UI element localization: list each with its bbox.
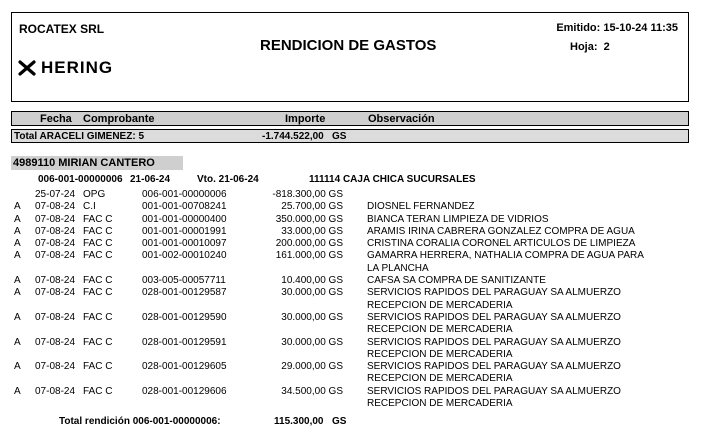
row-importe-currency: GS xyxy=(328,201,343,213)
row-tipo: A xyxy=(14,225,21,237)
row-numero: 028-001-00129591 xyxy=(142,336,227,348)
row-importe-currency: GS xyxy=(328,287,343,299)
row-fecha: 25-07-24 xyxy=(35,189,76,200)
row-tipo: A xyxy=(14,311,21,323)
logo-x-icon xyxy=(18,59,36,77)
row-comprobante: C.I xyxy=(83,201,96,213)
emitted-value: 15-10-24 11:35 xyxy=(603,22,678,34)
row-observacion: LA PLANCHA xyxy=(367,262,429,274)
row-fecha: 07-08-24 xyxy=(35,311,76,323)
row-comprobante: FAC C xyxy=(83,213,113,225)
report-header xyxy=(11,12,689,102)
row-importe-currency: GS xyxy=(328,361,343,373)
rendicion-number: 006-001-00000006 xyxy=(38,174,123,185)
table-row xyxy=(0,386,704,411)
row-importe xyxy=(250,214,343,226)
table-row xyxy=(0,312,704,337)
table-row xyxy=(0,250,704,275)
row-observacion: SERVICIOS RAPIDOS DEL PARAGUAY SA ALMUERZO xyxy=(367,385,621,397)
column-header-bar xyxy=(11,111,689,126)
logo-text: HERING xyxy=(41,58,114,77)
row-importe-amount: 161.000,00 xyxy=(275,250,326,262)
row-comprobante: FAC C xyxy=(83,287,113,299)
row-comprobante: FAC C xyxy=(83,361,113,373)
row-importe xyxy=(250,189,343,201)
row-importe xyxy=(250,361,343,373)
emitted-label: Emitido: xyxy=(556,22,601,34)
table-row xyxy=(0,214,704,226)
row-importe-amount: 33.000,00 xyxy=(281,225,326,237)
row-numero: 028-001-00129587 xyxy=(142,287,227,299)
row-importe-amount: 34.500,00 xyxy=(281,385,326,397)
row-numero: 028-001-00129606 xyxy=(142,385,227,397)
row-observacion: RECEPCION DE MERCADERIA xyxy=(367,299,513,311)
row-numero: 028-001-00129590 xyxy=(142,311,227,323)
row-tipo: A xyxy=(14,250,21,262)
table-row xyxy=(0,287,704,312)
row-fecha: 07-08-24 xyxy=(35,201,76,213)
row-importe-amount: 30.000,00 xyxy=(281,311,326,323)
row-numero: 001-001-00001991 xyxy=(142,225,227,237)
row-importe xyxy=(250,275,343,287)
table-row xyxy=(0,189,704,201)
row-fecha: 07-08-24 xyxy=(35,250,76,262)
row-comprobante: FAC C xyxy=(83,275,113,287)
row-fecha: 07-08-24 xyxy=(35,275,76,287)
row-tipo: A xyxy=(14,238,21,250)
row-numero: 001-001-00000400 xyxy=(142,213,227,225)
row-tipo: A xyxy=(14,275,21,287)
person-heading: 4989110 MIRIAN CANTERO xyxy=(11,156,183,170)
row-fecha: 07-08-24 xyxy=(35,361,76,373)
rendicion-date: 21-06-24 xyxy=(130,174,171,185)
row-comprobante: FAC C xyxy=(83,385,113,397)
company-name: ROCATEX SRL xyxy=(19,22,105,36)
page-value: 2 xyxy=(603,41,610,53)
page-number xyxy=(570,41,610,53)
row-importe xyxy=(250,312,343,324)
row-numero: 001-001-00708241 xyxy=(142,201,227,213)
row-tipo: A xyxy=(14,201,21,213)
row-fecha: 07-08-24 xyxy=(35,213,76,225)
page-label: Hoja: xyxy=(570,41,598,53)
rendicion-vto: Vto. 21-06-24 xyxy=(197,174,259,185)
row-numero: 003-005-00057711 xyxy=(142,275,226,287)
footer-total-amount: 115.300,00 xyxy=(274,416,324,427)
previous-total-bar xyxy=(11,129,689,143)
row-importe xyxy=(250,386,343,398)
row-comprobante: FAC C xyxy=(83,336,113,348)
row-importe-amount: 29.000,00 xyxy=(281,361,326,373)
row-observacion: DIOSNEL FERNANDEZ xyxy=(367,201,475,213)
row-importe-currency: GS xyxy=(328,225,343,237)
row-comprobante: FAC C xyxy=(83,311,113,323)
row-tipo: A xyxy=(14,385,21,397)
row-observacion: CAFSA SA COMPRA DE SANITIZANTE xyxy=(367,275,546,287)
row-importe-amount: -818.300,00 xyxy=(272,189,326,200)
row-observacion: ARAMIS IRINA CABRERA GONZALEZ COMPRA DE AGUA xyxy=(367,225,635,237)
row-observacion: RECEPCION DE MERCADERIA xyxy=(367,373,513,385)
row-numero: 001-001-00010097 xyxy=(142,238,227,250)
row-importe-currency: GS xyxy=(328,238,343,250)
row-importe-amount: 200.000,00 xyxy=(275,238,326,250)
table-row xyxy=(0,337,704,362)
row-tipo: A xyxy=(14,213,21,225)
row-importe-currency: GS xyxy=(328,213,343,225)
row-importe-amount: 30.000,00 xyxy=(281,287,326,299)
row-importe xyxy=(250,250,343,262)
row-importe-amount: 30.000,00 xyxy=(281,336,326,348)
row-fecha: 07-08-24 xyxy=(35,238,76,250)
row-observacion: RECEPCION DE MERCADERIA xyxy=(367,348,513,360)
previous-total-label: Total ARACELI GIMENEZ: 5 xyxy=(14,131,144,142)
row-importe-amount: 25.700,00 xyxy=(281,201,326,213)
emitted-date xyxy=(556,22,678,34)
column-header-comprobante: Comprobante xyxy=(83,113,155,125)
row-importe xyxy=(250,226,343,238)
row-observacion: RECEPCION DE MERCADERIA xyxy=(367,324,513,336)
row-observacion: BIANCA TERAN LIMPIEZA DE VIDRIOS xyxy=(367,213,549,225)
row-importe-currency: GS xyxy=(328,275,343,287)
row-comprobante: FAC C xyxy=(83,250,113,262)
row-importe xyxy=(250,238,343,250)
table-row xyxy=(0,275,704,287)
row-tipo: A xyxy=(14,336,21,348)
row-observacion: SERVICIOS RAPIDOS DEL PARAGUAY SA ALMUERZO xyxy=(367,336,621,348)
row-importe-currency: GS xyxy=(328,189,343,200)
footer-total-label: Total rendición 006-001-00000006: xyxy=(59,416,221,427)
report-title: RENDICION DE GASTOS xyxy=(260,37,437,54)
row-importe-currency: GS xyxy=(328,336,343,348)
footer-total-currency: GS xyxy=(332,416,347,427)
row-comprobante: FAC C xyxy=(83,238,113,250)
table-row xyxy=(0,238,704,250)
row-importe-currency: GS xyxy=(328,385,343,397)
row-importe xyxy=(250,337,343,349)
row-tipo: A xyxy=(14,287,21,299)
row-importe xyxy=(250,201,343,213)
row-importe-currency: GS xyxy=(328,311,343,323)
row-importe xyxy=(250,287,343,299)
row-observacion: CRISTINA CORALIA CORONEL ARTICULOS DE LIMPIEZA xyxy=(367,238,636,250)
row-comprobante: OPG xyxy=(83,189,106,200)
row-numero: 001-002-00010240 xyxy=(142,250,227,262)
row-observacion: SERVICIOS RAPIDOS DEL PARAGUAY SA ALMUERZO xyxy=(367,361,621,373)
row-comprobante: FAC C xyxy=(83,225,113,237)
column-header-observacion: Observación xyxy=(368,113,435,125)
rendicion-account: 111114 CAJA CHICA SUCURSALES xyxy=(309,174,476,185)
row-observacion: SERVICIOS RAPIDOS DEL PARAGUAY SA ALMUERZO xyxy=(367,311,621,323)
hering-logo xyxy=(18,58,113,78)
row-fecha: 07-08-24 xyxy=(35,385,76,397)
column-header-fecha: Fecha xyxy=(40,113,72,125)
row-fecha: 07-08-24 xyxy=(35,336,76,348)
row-importe-amount: 350.000,00 xyxy=(275,213,326,225)
row-observacion: RECEPCION DE MERCADERIA xyxy=(367,398,513,410)
column-header-importe: Importe xyxy=(285,113,326,125)
row-observacion: SERVICIOS RAPIDOS DEL PARAGUAY SA ALMUERZO xyxy=(367,287,621,299)
table-row xyxy=(0,361,704,386)
row-importe-currency: GS xyxy=(328,250,343,262)
expense-rows xyxy=(0,189,704,410)
row-fecha: 07-08-24 xyxy=(35,287,76,299)
row-numero: 028-001-00129605 xyxy=(142,361,227,373)
row-importe-amount: 10.400,00 xyxy=(281,275,326,287)
row-tipo: A xyxy=(14,361,21,373)
row-fecha: 07-08-24 xyxy=(35,225,76,237)
previous-total-currency: GS xyxy=(332,131,347,142)
row-observacion: GAMARRA HERRERA, NATHALIA COMPRA DE AGUA PARA xyxy=(367,250,644,262)
row-numero: 006-001-00000006 xyxy=(142,189,227,200)
previous-total-amount: -1.744.522,00 xyxy=(262,131,324,142)
table-row xyxy=(0,201,704,213)
table-row xyxy=(0,226,704,238)
